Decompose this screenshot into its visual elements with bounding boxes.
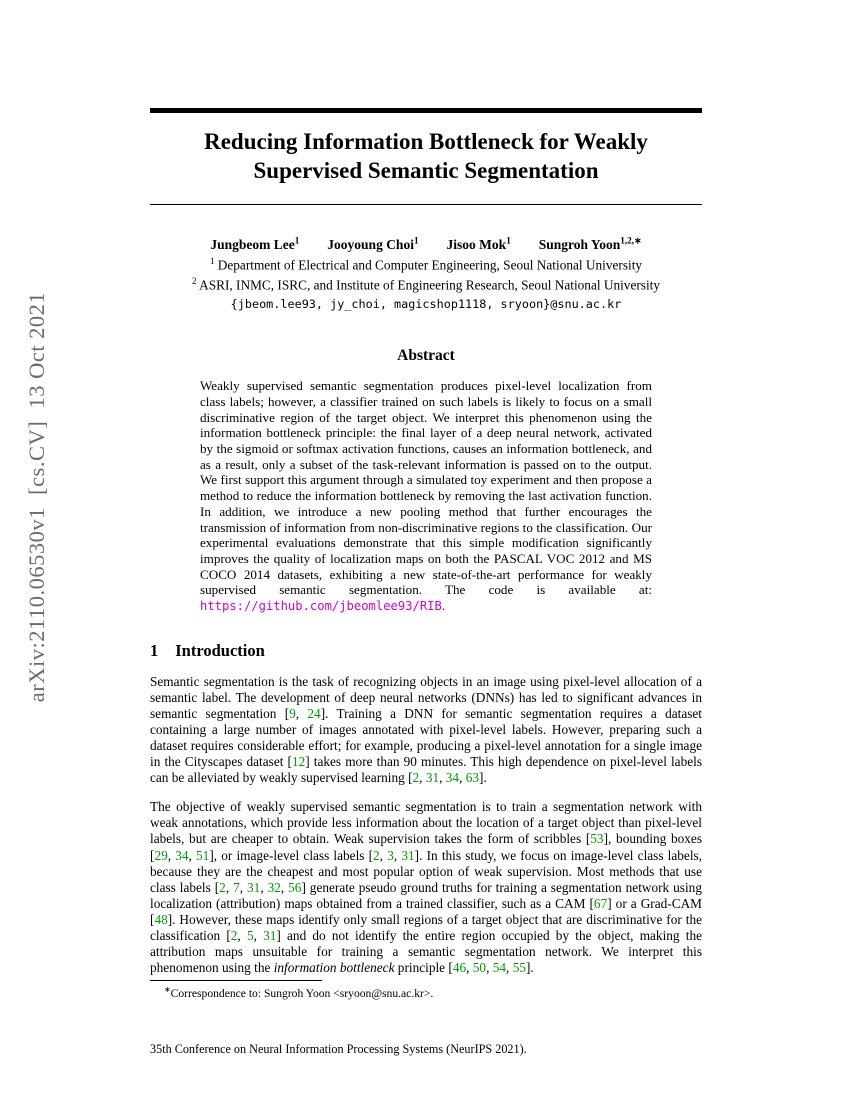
author-affmark: 1 (294, 235, 300, 246)
citation-ref[interactable]: 48 (154, 911, 168, 927)
text-segment: Weakly supervised semantic segmentation produces pixel-level localization from class labels; however, a classifier trained on such labels is likely to focus on a small discriminative region of the target object. We interpret this phenomenon using the information bottleneck principle: the final layer of a deep neural network, activated by the sigmoid or softmax activation functions, causes an information bottleneck, and as a result, only a subset of the task-relevant information is passed on to the output. We first support this argument through a simulated toy experiment and then propose a method to reduce the information bottleneck by removing the last activation function. In addition, we introduce a new pooling method that further encourages the transmission of information from non-discriminative regions to the classification. Our experimental evaluations demonstrate that this simple modification significantly improves the quality of localization maps on both the PASCAL VOC 2012 and MS COCO 2014 datasets, exhibiting a new state-of-the-art performance for weakly supervised semantic segmentation. The code is available at: (200, 378, 652, 598)
text-segment: Semantic segmentation is the task of recognizing objects in an image using pixel-level allocation of a semantic label. The development of deep neural networks (DNNs) has led to significant advances in semantic segmentation [ (150, 673, 702, 721)
text-segment: , (237, 927, 247, 943)
superscript-mark: ∗ (164, 985, 171, 994)
author-affmark: 1 (413, 235, 419, 246)
footnote-rule (150, 980, 322, 981)
author-2 (327, 237, 418, 252)
citation-ref[interactable]: 55 (512, 960, 526, 976)
affiliation-2 (150, 276, 702, 294)
abstract-heading: Abstract (397, 347, 455, 365)
text-segment: ]. In this study, we focus on image-level class labels, because they are the cheapest and most popular option of weak supervision. Most methods that use class labels [ (150, 847, 703, 895)
text-segment: ], or image-level class labels [ (209, 847, 374, 863)
text-segment: ] takes more than 90 minutes. This high dependence on pixel-level labels can be alleviated by weakly supervised learning [ (150, 754, 702, 786)
author-name: Jungbeom Lee (210, 236, 295, 252)
text-segment: , (393, 847, 402, 863)
arxiv-watermark: arXiv:2110.06530v1 [cs.CV] 13 Oct 2021 (24, 291, 49, 703)
correspondence-footnote (150, 985, 702, 1000)
citation-ref[interactable]: 3 (387, 847, 394, 863)
author-4 (539, 237, 642, 252)
affiliation-1 (150, 256, 702, 274)
citation-ref[interactable]: 2 (412, 770, 420, 786)
text-segment: ASRI, INMC, ISRC, and Institute of Engineering Research, Seoul National University (196, 277, 660, 293)
citation-ref[interactable]: 31 (401, 847, 415, 863)
author-name: Jooyoung Choi (327, 236, 414, 252)
citation-ref[interactable]: 9 (289, 705, 296, 721)
text-segment: The objective of weakly supervised semantic segmentation is to train a segmentation network with weak annotations, which provide less information about the location of a target object than pixel-level labels, but are cheaper to obtain. Weak supervision takes the form of scribbles [ (150, 799, 702, 847)
text-segment: , (486, 960, 493, 976)
citation-ref[interactable]: 67 (593, 895, 608, 911)
text-segment: principle [ (394, 960, 453, 976)
citation-ref[interactable]: 31 (263, 927, 277, 943)
author-affmark: 1 (506, 235, 511, 246)
author-row (150, 235, 702, 253)
text-segment: , (459, 770, 466, 786)
text-segment: , (506, 960, 513, 976)
citation-ref[interactable]: 51 (196, 847, 210, 863)
author-affmark: 1,2,∗ (620, 235, 642, 246)
text-segment: , (439, 770, 446, 786)
title-rule-bottom (150, 204, 702, 205)
text-segment: , (225, 879, 234, 895)
paper-content-column (150, 108, 702, 976)
citation-ref[interactable]: 32 (267, 879, 281, 895)
text-segment: , (466, 960, 473, 976)
intro-paragraph-1 (150, 674, 702, 787)
citation-ref[interactable]: 54 (492, 960, 507, 976)
author-name: Jisoo Mok (446, 236, 507, 252)
section-number: 1 (150, 640, 159, 660)
title-rule-top (150, 108, 702, 113)
section-heading-introduction (150, 641, 702, 661)
text-segment: ]. (479, 770, 487, 786)
citation-ref[interactable]: 2 (219, 879, 226, 895)
text-segment: . (441, 598, 446, 614)
text-segment: information bottleneck (273, 960, 395, 976)
superscript-mark: 1 (209, 255, 215, 266)
text-segment: , (239, 879, 248, 895)
author-name: Sungroh Yoon (538, 236, 621, 252)
paper-title: Reducing Information Bottleneck for Weakly Supervised Semantic Segmentation (204, 129, 648, 184)
text-segment: , (379, 847, 388, 863)
text-segment: , (419, 770, 426, 786)
text-segment: Correspondence to: Sungroh Yoon <sryoon@snu.ac.kr>. (170, 986, 434, 1000)
text-segment: , (260, 879, 268, 895)
conference-footer: 35th Conference on Neural Information Processing Systems (NeurIPS 2021). (150, 1042, 527, 1056)
citation-ref[interactable]: 50 (472, 960, 487, 976)
text-segment: ]. (525, 960, 534, 976)
citation-ref[interactable]: 34 (445, 770, 460, 786)
abstract-text (200, 378, 652, 614)
text-segment: , (253, 927, 264, 943)
citation-ref[interactable]: 29 (154, 847, 168, 863)
text-segment: ]. However, these maps identify only small regions of a target object that are discriminative for the classification [ (150, 911, 702, 943)
citation-ref[interactable]: 7 (233, 879, 240, 895)
superscript-mark: 2 (192, 276, 197, 287)
citation-ref[interactable]: 24 (307, 705, 321, 721)
section-title: Introduction (175, 640, 265, 660)
citation-ref[interactable]: 5 (246, 927, 254, 943)
citation-ref[interactable]: 2 (230, 927, 238, 943)
footnote-block (150, 980, 702, 1000)
text-segment: ] or a Grad-CAM [ (150, 895, 702, 927)
citation-ref[interactable]: 63 (465, 770, 480, 786)
intro-paragraph-2 (150, 799, 702, 976)
text-segment: ] and do not identify the entire region occupied by the object, making the attribution maps unsuitable for training a semantic segmentation network. We interpret this phenomenon using the (150, 927, 702, 976)
citation-ref[interactable]: 31 (247, 879, 261, 895)
citation-ref[interactable]: 12 (291, 754, 306, 770)
citation-ref[interactable]: 2 (373, 847, 380, 863)
text-segment: Department of Electrical and Computer Engineering, Seoul National University (214, 257, 643, 273)
text-segment: , (295, 705, 308, 721)
author-3 (447, 237, 511, 252)
text-segment: ] generate pseudo ground truths for training a segmentation network using localization (attribution) maps obtained from a trained classifier, such as a CAM [ (150, 879, 702, 911)
url-link[interactable]: https://github.com/jbeomlee93/RIB (200, 599, 442, 614)
text-segment: , (280, 879, 289, 895)
text-segment: , (167, 847, 176, 863)
author-1 (210, 237, 299, 252)
text-segment: ]. Training a DNN for semantic segmentation requires a dataset containing a large number of images annotated with pixel-level labels. However, preparing such a dataset requires considerable effort; for example, producing a pixel-level annotation for a single image in the Cityscapes dataset [ (150, 705, 702, 770)
author-emails: {jbeom.lee93, jy_choi, magicshop1118, sryoon}@snu.ac.kr (230, 297, 622, 312)
citation-ref[interactable]: 53 (590, 831, 604, 847)
citation-ref[interactable]: 56 (288, 879, 302, 895)
citation-ref[interactable]: 46 (452, 960, 467, 976)
text-segment: , (188, 847, 197, 863)
text-segment: ], bounding boxes [ (150, 831, 703, 863)
citation-ref[interactable]: 34 (175, 847, 189, 863)
citation-ref[interactable]: 31 (425, 770, 440, 786)
